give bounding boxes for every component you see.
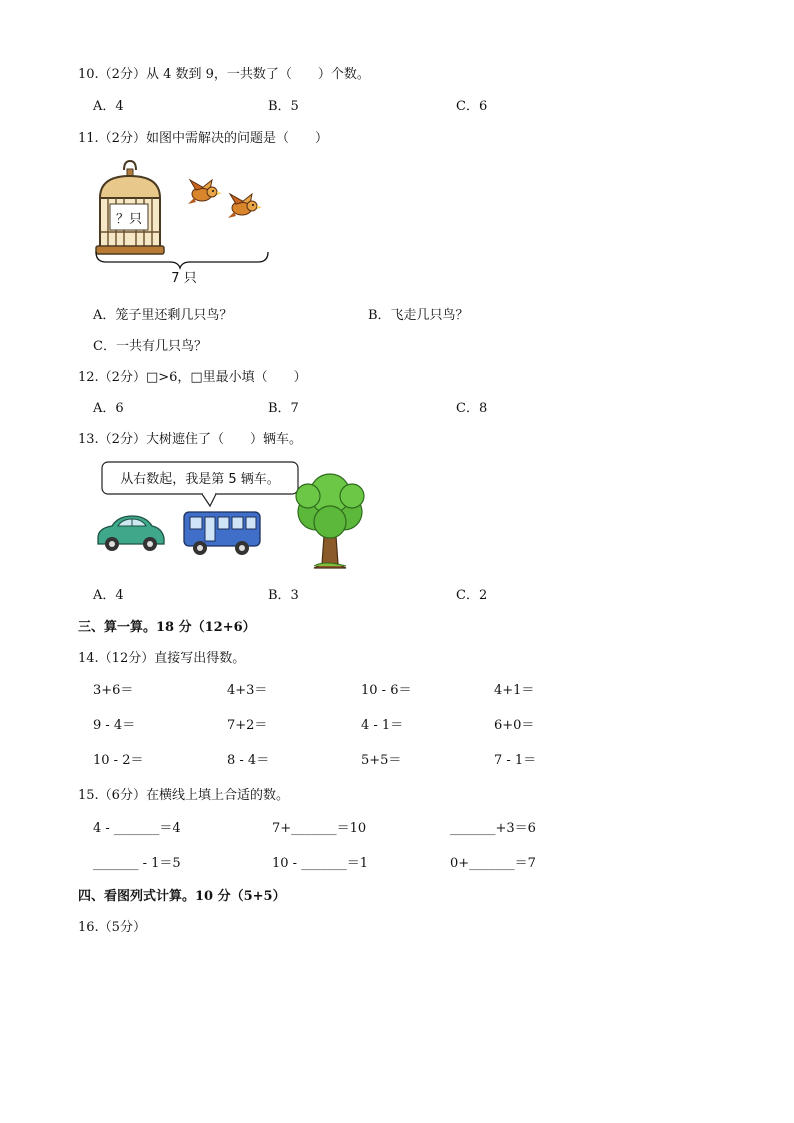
q10-option-a[interactable]: A．4 <box>93 99 124 114</box>
q13-option-c[interactable]: C．2 <box>456 588 488 603</box>
q11-option-a[interactable]: A．笼子里还剩几只鸟？ <box>93 308 233 323</box>
q14-item: 4+1＝ <box>494 683 535 698</box>
q10-option-c[interactable]: C．6 <box>456 99 488 114</box>
cage-question-label: ？只 <box>115 212 143 227</box>
q14-item: 10 - 2＝ <box>93 753 144 768</box>
q14-item: 7 - 1＝ <box>494 753 537 768</box>
total-count-label: 7 只 <box>171 271 197 286</box>
flying-bird-icon <box>188 180 222 204</box>
q11-stem: 11.（2分）如图中需解决的问题是（ ） <box>78 131 328 146</box>
q14-item: 8 - 4＝ <box>227 753 270 768</box>
blue-bus-icon <box>184 512 260 555</box>
q15-stem: 15.（6分）在横线上填上合适的数。 <box>78 788 289 803</box>
q12-option-c[interactable]: C．8 <box>456 401 488 416</box>
q15-fill-item[interactable]: 7+_______＝10 <box>272 821 367 836</box>
q14-item: 9 - 4＝ <box>93 718 136 733</box>
q14-item: 4 - 1＝ <box>361 718 404 733</box>
q15-fill-item[interactable]: 0+_______＝7 <box>450 856 536 871</box>
q13-stem: 13.（2分）大树遮住了（ ）辆车。 <box>78 432 302 447</box>
q13-cars-figure <box>92 458 382 570</box>
q14-item: 7+2＝ <box>227 718 268 733</box>
q11-option-b[interactable]: B．飞走几只鸟？ <box>368 308 469 323</box>
q13-option-a[interactable]: A．4 <box>93 588 124 603</box>
green-car-icon <box>98 516 164 551</box>
q12-option-b[interactable]: B．7 <box>268 401 299 416</box>
section-3-title: 三、算一算。18 分（12+6） <box>78 620 256 635</box>
q16-stem: 16.（5分） <box>78 920 146 935</box>
birdcage-icon <box>96 161 164 254</box>
q10-option-b[interactable]: B．5 <box>268 99 299 114</box>
q14-stem: 14.（12分）直接写出得数。 <box>78 651 246 666</box>
q14-item: 3+6＝ <box>93 683 134 698</box>
q14-item: 6+0＝ <box>494 718 535 733</box>
speech-text: 从右数起，我是第 5 辆车。 <box>120 472 280 487</box>
q15-fill-item[interactable]: _______ - 1＝5 <box>93 856 181 871</box>
section-4-title: 四、看图列式计算。10 分（5+5） <box>78 889 286 904</box>
tree-icon <box>296 474 364 568</box>
q12-option-a[interactable]: A．6 <box>93 401 124 416</box>
q15-fill-item[interactable]: 4 - _______＝4 <box>93 821 181 836</box>
q10-stem: 10.（2分）从 4 数到 9，一共数了（ ）个数。 <box>78 67 370 82</box>
q15-fill-item[interactable]: 10 - _______＝1 <box>272 856 368 871</box>
q11-birdcage-figure <box>90 158 280 288</box>
q15-fill-item[interactable]: _______+3＝6 <box>450 821 536 836</box>
q13-option-b[interactable]: B．3 <box>268 588 299 603</box>
q14-item: 10 - 6＝ <box>361 683 412 698</box>
flying-bird-icon <box>228 194 262 218</box>
q14-item: 4+3＝ <box>227 683 268 698</box>
q11-option-c[interactable]: C．一共有几只鸟？ <box>93 339 207 354</box>
q14-item: 5+5＝ <box>361 753 402 768</box>
q12-stem: 12.（2分）□>6，□里最小填（ ） <box>78 370 307 385</box>
